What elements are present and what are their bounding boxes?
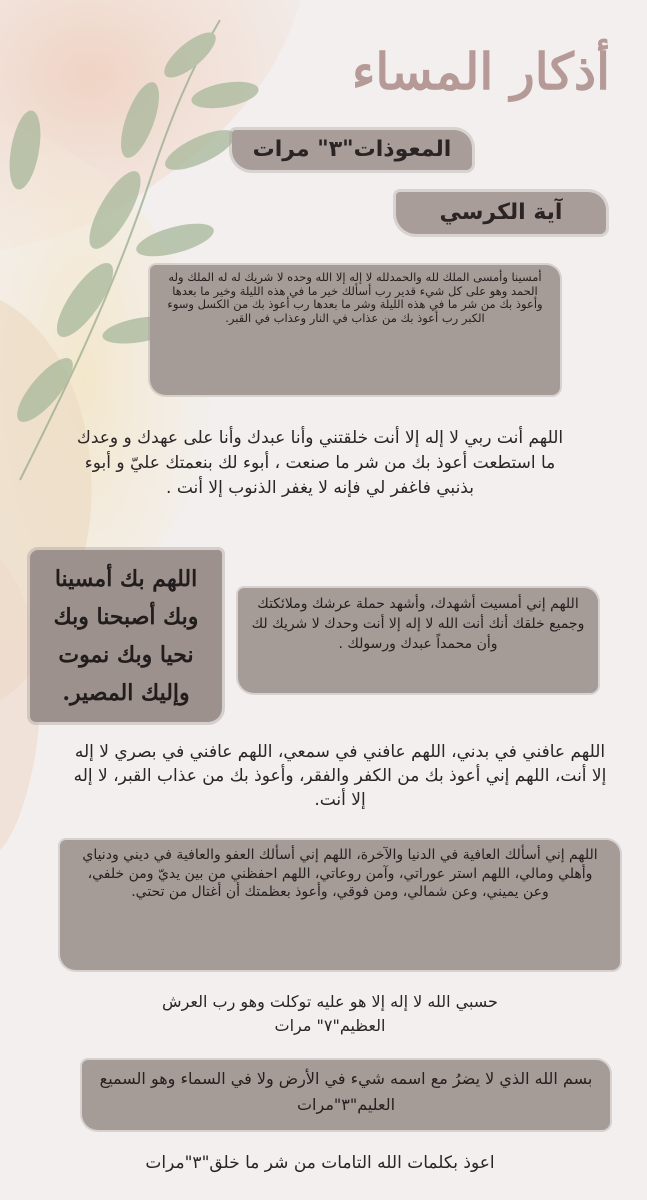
- dhikr-block-2: [238, 588, 598, 693]
- dhikr-side-block: [30, 550, 222, 722]
- dhikr-text: أمسينا وأمسى الملك لله والحمدلله لا إله إلا الله وحده لا شريك له له الملك وله الحمد وهو على كل شيء قدير رب أسألك خير ما في هذه الليلة وخير ما بعدها وأعوذ بك من شر ما في هذه الليلة وشر ما بعدها رب أعوذ بك من الكسل وسوء الكبر رب أعوذ بك من عذاب في النار وعذاب في القبر.: [167, 270, 543, 325]
- dhikr-paragraph-1: اللهم أنت ربي لا إله إلا أنت خلقتني وأنا عبدك وأنا على عهدك و وعدك ما استطعت أعوذ بك من شر ما صنعت ، أبوء لك بنعمتك عليّ و أبوء بذنبي فاغفر لي فإنه لا يغفر الذنوب إلا أنت .: [76, 428, 564, 498]
- label-muawwidhat: المعوذات"٣" مرات: [232, 130, 472, 170]
- dhikr-block-1: [150, 265, 560, 395]
- dhikr-block-4: [82, 1060, 610, 1130]
- dhikr-text: اللهم بك أمسينا وبك أصبحنا وبك نحيا وبك نموت وإليك المصير.: [53, 566, 199, 706]
- dhikr-paragraph-4: اعوذ بكلمات الله التامات من شر ما خلق"٣"مرات: [145, 1153, 495, 1173]
- dhikr-paragraph-2: اللهم عافني في بدني، اللهم عافني في سمعي، اللهم عافني في بصري لا إله إلا أنت، اللهم إني أعوذ بك من الكفر والفقر، وأعوذ بك من عذاب القبر، لا إله إلا أنت.: [73, 742, 607, 810]
- dhikr-text: اللهم إني أمسيت أشهدك، وأشهد حملة عرشك وملائكتك وجميع خلقك أنك أنت الله لا إله إلا أنت وحدك لا شريك لك وأن محمداً عبدك ورسولك .: [251, 596, 585, 652]
- dhikr-block-3: [60, 840, 620, 970]
- label-ayat-kursi: آية الكرسي: [396, 192, 606, 234]
- page-title: أذكار المساء: [351, 42, 610, 101]
- dhikr-paragraph-3: حسبي الله لا إله إلا هو عليه توكلت وهو رب العرش العظيم"٧" مرات: [162, 992, 498, 1035]
- dhikr-text: اللهم إني أسألك العافية في الدنيا والآخرة، اللهم إني أسألك العفو والعافية في ديني ودنياي وأهلي ومالي، اللهم استر عوراتي، وآمن روعاتي، اللهم احفظني من بين يديّ ومن خلفي، وعن يميني، وعن شمالي، ومن فوقي، وأعوذ بعظمتك أن أغتال من تحتي.: [82, 847, 598, 900]
- dhikr-text: بسم الله الذي لا يضرُ مع اسمه شيء في الأرض ولا في السماء وهو السميع العليم"٣"مرات: [99, 1069, 593, 1114]
